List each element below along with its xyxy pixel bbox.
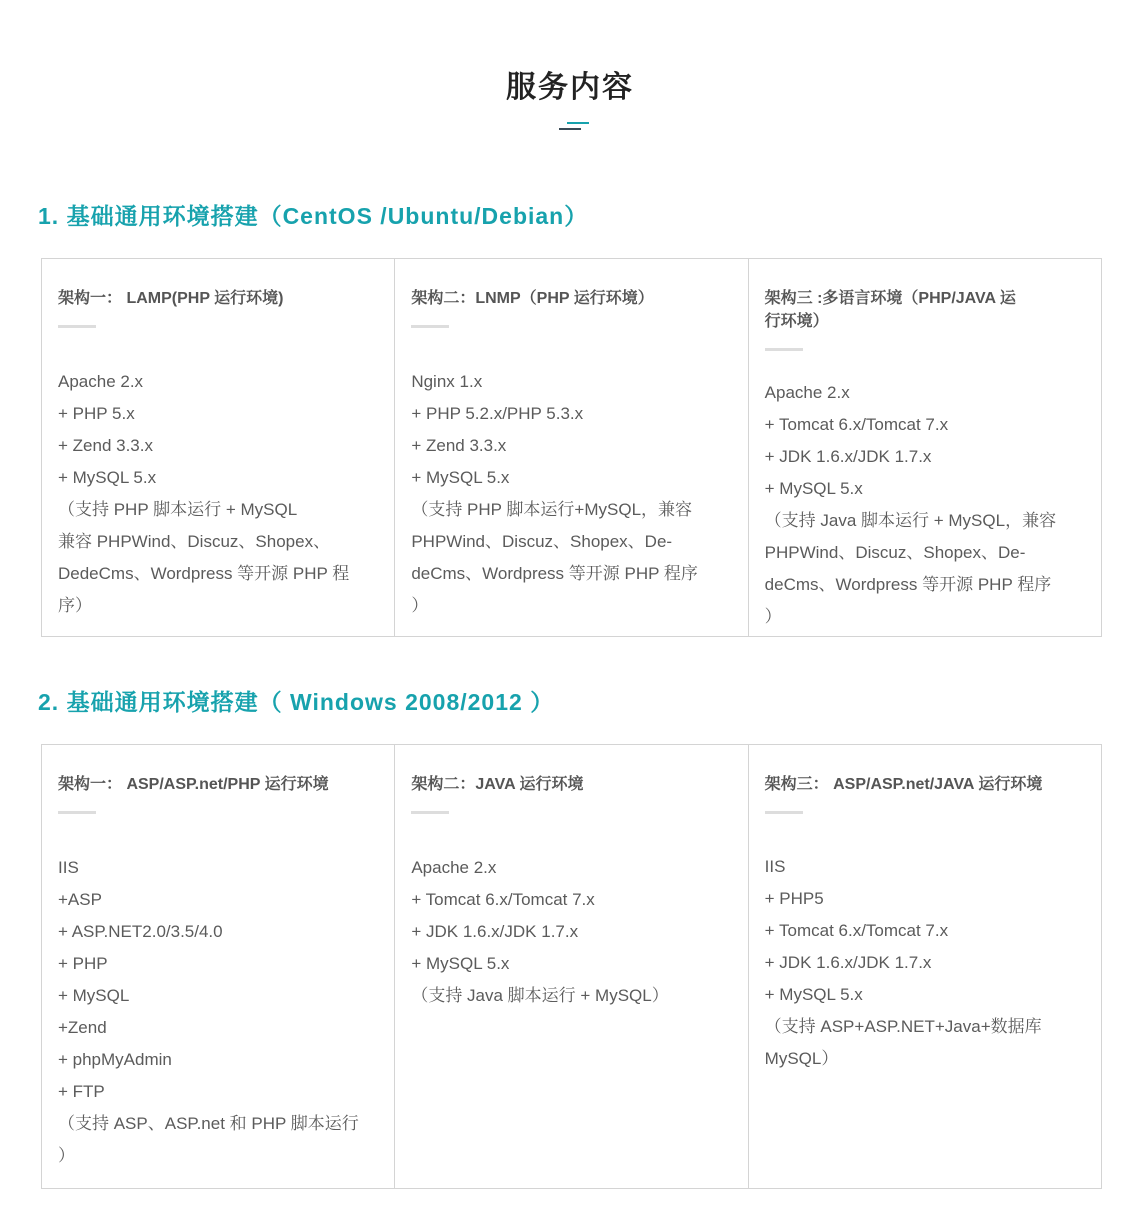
card-title-line: 行环境）: [764, 313, 829, 330]
card-divider: [765, 348, 803, 351]
section-heading-windows: 2. 基础通用环境搭建（ Windows 2008/2012 ）: [38, 689, 555, 715]
card-line: + Zend 3.3.x: [411, 436, 507, 455]
underline-dark: [559, 128, 581, 130]
card-lines: [765, 851, 1085, 1075]
card-line: （支持 ASP、ASP.net 和 PHP 脚本运行: [58, 1114, 359, 1133]
card-divider: [411, 325, 449, 328]
card-lamp: [42, 259, 395, 636]
card-line: deCms、Wordpress 等开源 PHP 程序: [764, 575, 1052, 594]
card-line: Apache 2.x: [411, 858, 497, 877]
title-underline: [559, 122, 589, 130]
card-lines: [765, 377, 1085, 633]
cards-windows: [41, 744, 1102, 1189]
card-line: +Zend: [58, 1018, 107, 1037]
card-line: + Tomcat 6.x/Tomcat 7.x: [764, 415, 949, 434]
card-divider: [58, 325, 96, 328]
card-line: Apache 2.x: [58, 372, 144, 391]
section-heading-linux: 1. 基础通用环境搭建（CentOS /Ubuntu/Debian）: [38, 203, 589, 229]
card-line: ）: [411, 596, 429, 615]
card-lnmp: [395, 259, 748, 636]
card-divider: [765, 811, 803, 814]
card-line: （支持 Java 脚本运行 + MySQL，兼容: [764, 511, 1057, 530]
card-asp-php: [42, 745, 395, 1188]
card-lines: [411, 852, 731, 1012]
card-title: 架构一： ASP/ASP.net/PHP 运行环境: [58, 776, 329, 793]
page-title: 服务内容: [506, 71, 634, 104]
card-title: 架构二：JAVA 运行环境: [411, 776, 584, 793]
card-java: [395, 745, 748, 1188]
card-lines: [411, 366, 731, 622]
card-title: 架构一： LAMP(PHP 运行环境): [58, 290, 284, 307]
card-title-line: 架构三 :多语言环境（PHP/JAVA 运: [764, 290, 1016, 307]
card-lines: [58, 852, 378, 1172]
card-line: Apache 2.x: [764, 383, 850, 402]
card-line: PHPWind、Discuz、Shopex、De-: [411, 532, 673, 551]
card-line: （支持 ASP+ASP.NET+Java+数据库: [764, 1017, 1042, 1036]
card-line: + MySQL 5.x: [58, 468, 157, 487]
card-line: + ASP.NET2.0/3.5/4.0: [58, 922, 223, 941]
card-lines: [58, 366, 378, 622]
card-line: DedeCms、Wordpress 等开源 PHP 程: [58, 564, 350, 583]
card-title: 架构三： ASP/ASP.net/JAVA 运行环境: [764, 776, 1043, 793]
card-asp-java: [749, 745, 1101, 1188]
underline-accent: [567, 122, 589, 124]
card-line: + MySQL 5.x: [764, 479, 863, 498]
card-title: 架构二：LNMP（PHP 运行环境）: [411, 290, 654, 307]
card-line: + MySQL 5.x: [764, 985, 863, 1004]
card-line: IIS: [58, 858, 79, 877]
card-line: IIS: [764, 857, 786, 876]
card-line: + MySQL: [58, 986, 130, 1005]
card-line: （支持 PHP 脚本运行+MySQL，兼容: [411, 500, 693, 519]
card-line: +ASP: [58, 890, 102, 909]
card-line: 序）: [58, 596, 92, 615]
card-line: + JDK 1.6.x/JDK 1.7.x: [764, 953, 932, 972]
card-line: MySQL）: [764, 1049, 839, 1068]
card-line: + Tomcat 6.x/Tomcat 7.x: [764, 921, 949, 940]
card-line: + PHP 5.2.x/PHP 5.3.x: [411, 404, 584, 423]
card-line: + JDK 1.6.x/JDK 1.7.x: [411, 922, 579, 941]
cards-linux: [41, 258, 1102, 637]
card-line: ）: [764, 607, 782, 626]
card-line: + Zend 3.3.x: [58, 436, 153, 455]
card-line: + MySQL 5.x: [411, 954, 510, 973]
card-line: （支持 Java 脚本运行 + MySQL）: [411, 986, 669, 1005]
card-line: + PHP: [58, 954, 108, 973]
card-line: ）: [58, 1146, 75, 1165]
card-line: （支持 PHP 脚本运行 + MySQL: [58, 500, 298, 519]
card-line: + PHP5: [764, 889, 824, 908]
card-title: [765, 287, 1085, 333]
card-line: PHPWind、Discuz、Shopex、De-: [764, 543, 1026, 562]
card-line: Nginx 1.x: [411, 372, 483, 391]
card-line: deCms、Wordpress 等开源 PHP 程序: [411, 564, 698, 583]
card-line: + FTP: [58, 1082, 105, 1101]
card-line: + PHP 5.x: [58, 404, 135, 423]
card-line: + phpMyAdmin: [58, 1050, 172, 1069]
card-line: + MySQL 5.x: [411, 468, 510, 487]
card-line: + Tomcat 6.x/Tomcat 7.x: [411, 890, 595, 909]
card-divider: [58, 811, 96, 814]
card-line: + JDK 1.6.x/JDK 1.7.x: [764, 447, 932, 466]
card-line: 兼容 PHPWind、Discuz、Shopex、: [58, 532, 331, 551]
card-divider: [411, 811, 449, 814]
card-multilang: [749, 259, 1101, 636]
